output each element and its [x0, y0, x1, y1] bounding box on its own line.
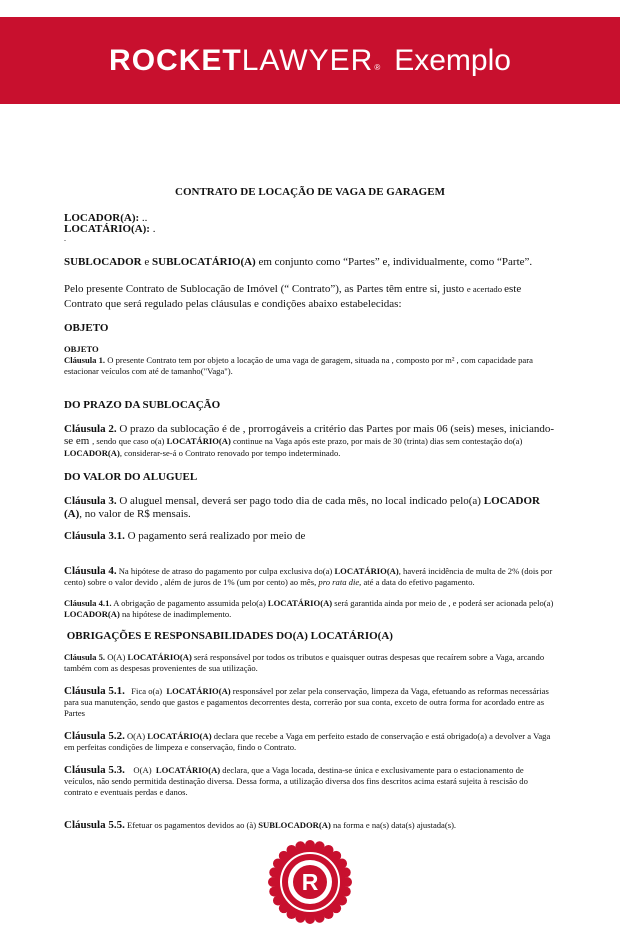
clause-3-1-label: Cláusula 3.1.	[64, 530, 125, 542]
prazo-heading: DO PRAZO DA SUBLOCAÇÃO	[64, 399, 221, 411]
intro-text-a: Pelo presente Contrato de Sublocação de Imóvel (“ Contrato”), as Partes têm entre si, justo	[64, 283, 467, 295]
clause-5-1-locatario: LOCATÁRIO(A)	[166, 686, 231, 696]
obrigacoes-heading: OBRIGAÇÕES E RESPONSABILIDADES DO(A) LOCATÁRIO(A)	[64, 630, 393, 642]
clause-5-2-locatario: LOCATÁRIO(A)	[147, 731, 212, 741]
clause-5-2-text-b: declara que recebe a Vaga em perfeito estado de conservação e está obrigado(a) a devolver a Vaga em perfeitas condições de limpeza e conservação, findo o Contrato.	[64, 731, 551, 752]
clause-4-1-text-c: na hipótese de inadimplemento.	[119, 609, 232, 619]
clause-5-locatario: LOCATÁRIO(A)	[127, 652, 192, 662]
logo-registered-mark: ®	[374, 62, 381, 72]
clause-5-2	[64, 731, 556, 753]
clause-2-label: Cláusula 2.	[64, 423, 117, 435]
clause-3-1-text: O pagamento será realizado por meio de	[124, 530, 306, 542]
clause-3-label: Cláusula 3.	[64, 495, 117, 507]
clause-5-1	[64, 686, 556, 719]
rocketlawyer-seal-icon	[268, 840, 352, 924]
seal-letter: R	[301, 869, 319, 895]
clause-2-locatario: LOCATÁRIO(A)	[166, 436, 231, 446]
clause-1-text: O presente Contrato tem por objeto a locação de uma vaga de garagem, situada na , composto por m² , com capacidade para estacionar veículos com até de tamanho("Vaga").	[64, 355, 533, 376]
objeto-heading: OBJETO	[64, 322, 109, 334]
clause-5-5-text-a: Efetuar os pagamentos devidos ao (à)	[124, 820, 259, 830]
clause-5-2-text-a: O(A)	[124, 731, 148, 741]
partes-and: e	[141, 256, 153, 268]
clause-5-1-text-b: responsável por zelar pela conservação, limpeza da Vaga, efetuando as reformas necessárias para sua manutenção, sendo que gastos e pagamentos decorrentes desta, correrão por sua conta, exceto de outra forma for acordado entre as Partes	[64, 686, 549, 718]
clause-5-3-text-a: O(A)	[124, 765, 156, 775]
clause-5-1-text-a: Fica o(a)	[124, 686, 167, 696]
clause-4-1-locador: LOCADOR(A)	[64, 609, 120, 619]
locador-label: LOCADOR(A):	[64, 212, 140, 224]
locador-value: ..	[139, 212, 148, 224]
clause-2-text-b: , sendo que caso o(a)	[92, 436, 167, 446]
clause-3	[64, 495, 556, 521]
clause-4-1-text-a: A obrigação de pagamento assumida pelo(a)	[111, 598, 268, 608]
clause-5-2-label: Cláusula 5.2.	[64, 730, 125, 742]
clause-5-3	[64, 765, 556, 798]
clause-5-text-b: será responsável por todos os tributos e quaisquer outras despesas que recaírem sobre a Vaga, arcando também com as despesas provenientes de sua utilização.	[64, 652, 545, 673]
clause-4-italic: pro rata die	[318, 577, 360, 587]
clause-5	[64, 652, 556, 674]
clause-4-1-label: Cláusula 4.1.	[64, 598, 112, 608]
clause-4-1	[64, 598, 556, 620]
clause-4-1-locatario: LOCATÁRIO(A)	[267, 598, 333, 608]
logo-lawyer-text: LAWYER	[241, 43, 374, 77]
clause-2-text-c: continue na Vaga após este prazo, por mais de 30 (trinta) dias sem contestação do(a)	[230, 436, 523, 446]
clause-5-3-label: Cláusula 5.3.	[64, 764, 125, 776]
sublocatario-term: SUBLOCATÁRIO(A)	[152, 256, 256, 268]
clause-4-1-text-b: será garantida ainda por meio de , e poderá ser acionada pelo(a)	[332, 598, 554, 608]
rocketlawyer-logo	[109, 44, 511, 78]
clause-3-text-b: , no valor de R$ mensais.	[79, 508, 191, 520]
clause-5-5-clipped	[64, 818, 556, 830]
clause-4-text-a: Na hipótese de atraso do pagamento por culpa exclusiva do(a)	[116, 566, 335, 576]
clause-5-3-locatario: LOCATÁRIO(A)	[155, 765, 221, 775]
valor-heading: DO VALOR DO ALUGUEL	[64, 471, 198, 483]
document-title: CONTRATO DE LOCAÇÃO DE VAGA DE GARAGEM	[175, 186, 445, 198]
clause-5-1-label: Cláusula 5.1.	[64, 685, 125, 697]
clause-1-label: Cláusula 1.	[64, 355, 106, 365]
clause-5-text-a: O(A)	[105, 652, 128, 662]
clause-4	[64, 566, 556, 588]
clause-2	[64, 423, 556, 459]
dot-line: .	[64, 234, 66, 243]
clause-2-text-a: O prazo da sublocação é de , prorrogáveis a critério das Partes por mais 06 (seis) meses, iniciando-se em	[64, 423, 554, 447]
clause-5-5-label: Cláusula 5.5.	[64, 819, 125, 830]
clause-5-5-sublocador: SUBLOCADOR(A)	[258, 820, 331, 830]
intro-text-b: este Contrato que será regulado pelas cláusulas e condições abaixo estabelecidas:	[64, 283, 522, 310]
logo-rocket-text: ROCKET	[109, 43, 242, 77]
partes-rest: em conjunto como “Partes” e, individualmente, como “Parte”.	[255, 256, 533, 268]
clause-5-label: Cláusula 5.	[64, 652, 106, 662]
objeto-subheading: OBJETO	[64, 344, 99, 354]
clause-1	[64, 355, 556, 377]
clause-4-locatario: LOCATÁRIO(A)	[334, 566, 399, 576]
clause-5-3-text-b: declara, que a Vaga locada, destina-se única e exclusivamente para o estacionamento de veículos, não sendo permitida destinação diversa. Dessa forma, a utilização diversa dos fins descritos acima estará sujeita à rescisão do contrato e eventuais perdas e danos.	[64, 765, 528, 797]
partes-paragraph	[64, 255, 556, 270]
locatario-line	[64, 224, 556, 235]
sublocador-term: SUBLOCADOR	[64, 256, 142, 268]
clause-4-text-b: , haverá incidência de multa de 2% (dois por cento) sobre o valor devido , além de juros de 1% (um por cento) ao mês,	[64, 566, 553, 587]
clause-3-text-a: O aluguel mensal, deverá ser pago todo dia de cada mês, no local indicado pelo(a)	[116, 495, 484, 507]
clause-3-locador: LOCADOR (A)	[64, 495, 540, 520]
clause-4-text-c: , até a data do efetivo pagamento.	[359, 577, 475, 587]
clause-5-5-text-b: na forma e na(s) data(s) ajustada(s).	[330, 820, 457, 830]
header-banner	[0, 17, 620, 104]
clause-4-label: Cláusula 4.	[64, 565, 117, 577]
clause-2-text-d: , considerar-se-á o Contrato renovado por tempo indeterminado.	[119, 448, 341, 458]
clause-2-locador: LOCADOR(A)	[64, 448, 120, 458]
intro-text-small: e acertado	[466, 284, 505, 294]
document-body	[64, 186, 556, 798]
intro-paragraph	[64, 282, 556, 312]
clause-3-1	[64, 529, 556, 544]
locatario-value: .	[149, 223, 156, 235]
locatario-label: LOCATÁRIO(A):	[64, 223, 150, 235]
example-label: Exemplo	[394, 43, 511, 77]
